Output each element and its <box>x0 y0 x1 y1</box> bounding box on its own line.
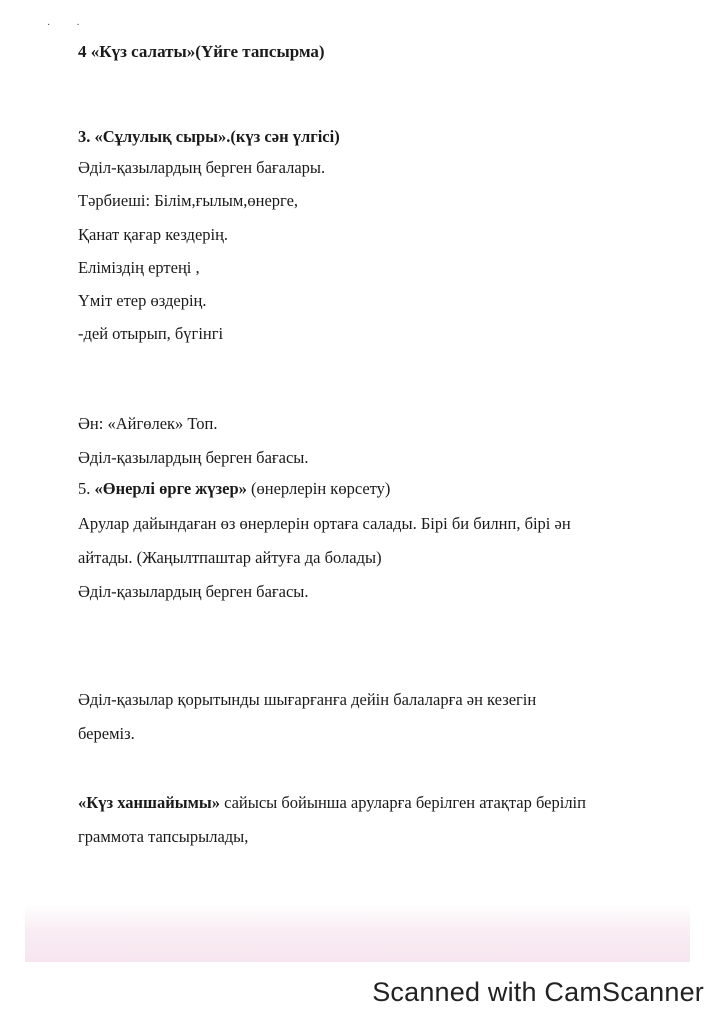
section-5-number: 5. <box>78 479 95 498</box>
camscanner-watermark: Scanned with CamScanner <box>372 977 704 1007</box>
song-score: Әділ-қазылардың берген бағасы. <box>78 448 309 467</box>
final-text: сайысы бойынша аруларға берілген атақтар беріліп <box>219 793 586 812</box>
final-paragraph-line-1 <box>78 793 586 813</box>
section-3-heading: 3. «Сұлулық сыры».(күз сән үлгісі) <box>78 127 340 146</box>
section-3-line: Әділ-қазылардың берген бағалары. <box>78 158 326 177</box>
section-5-line: Арулар дайындаған өз өнерлерін ортаға салады. Бірі би билнп, бірі ән <box>78 514 571 533</box>
section-3-line: -дей отырып, бүгінгі <box>78 324 224 343</box>
section-5-line: Әділ-қазылардың берген бағасы. <box>78 582 309 601</box>
final-title: «Күз ханшайымы» <box>78 793 220 812</box>
section-5-subtitle: (өнерлерін көрсету) <box>246 479 391 498</box>
section-3-line: Қанат қағар кездерің. <box>78 225 229 244</box>
final-paragraph-line-2: граммота тапсырылады, <box>78 827 249 846</box>
section-3-line: Тәрбиеші: Білім,ғылым,өнерге, <box>78 191 299 210</box>
closing-line: береміз. <box>78 724 135 743</box>
section-3-line: Үміт етер өздерің. <box>78 291 207 310</box>
scan-edge-tint <box>25 905 690 962</box>
section-4-heading: 4 «Күз салаты»(Үйге тапсырма) <box>78 42 325 61</box>
song-line: Ән: «Айгөлек» Топ. <box>78 414 218 433</box>
section-3-line: Еліміздің ертеңі , <box>78 258 200 277</box>
section-5-title: «Өнерлі өрге жүзер» <box>94 479 247 498</box>
closing-line: Әділ-қазылар қорытынды шығарғанға дейін балаларға ән кезегін <box>78 690 537 709</box>
scan-specks: ·· <box>47 20 106 31</box>
section-5-line: айтады. (Жаңылтпаштар айтуға да болады) <box>78 548 382 567</box>
section-5-heading <box>78 479 390 499</box>
